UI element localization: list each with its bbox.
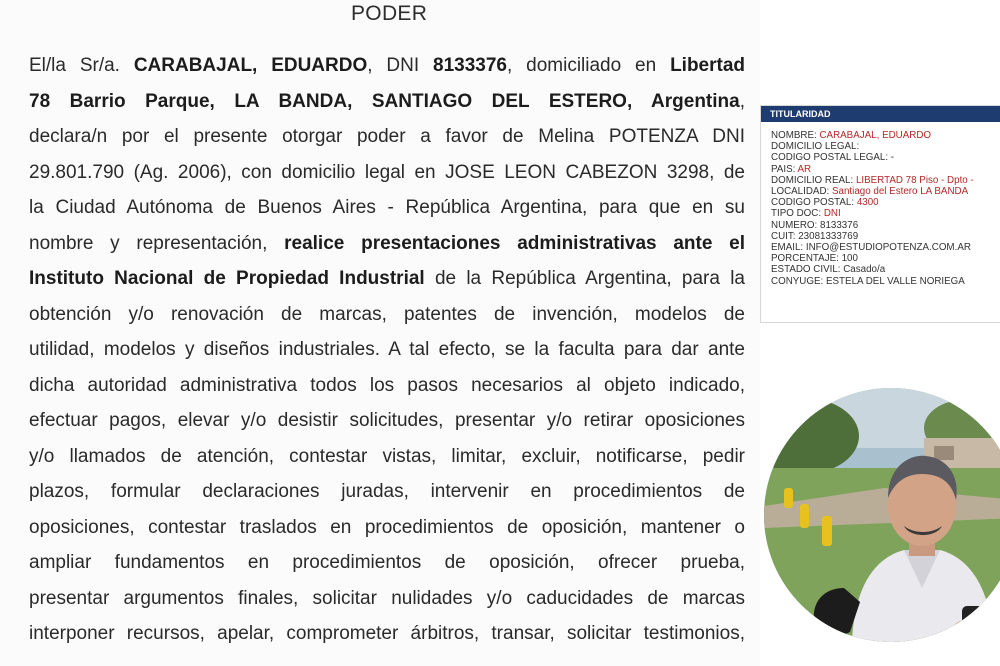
panel-field (771, 253, 1000, 264)
field-value: - (890, 152, 895, 164)
field-value: 4300 (856, 197, 879, 209)
field-label: LOCALIDAD: (771, 186, 832, 198)
panel-field (771, 208, 1000, 219)
panel-field (771, 130, 1000, 141)
body-text: oposiciones, contestar traslados en procedimientos de oposición, mantener o (29, 516, 745, 538)
titularidad-panel (760, 105, 1000, 323)
document-line (29, 439, 745, 475)
body-text: de la República Argentina, para la (424, 268, 745, 289)
panel-field (771, 141, 1000, 152)
field-label: CONYUGE: (771, 275, 826, 287)
field-value: LIBERTAD 78 Piso - Dpto - (855, 174, 974, 186)
panel-field (771, 276, 1000, 287)
document-line (29, 119, 745, 155)
body-text: dicha autoridad administrativa todos los pasos necesarios al objeto indicado, (29, 374, 745, 396)
field-label: DOMICILIO LEGAL: (771, 141, 860, 153)
field-label: DOMICILIO REAL: (771, 174, 856, 186)
field-label: PAIS: (771, 163, 798, 175)
bold-text: Instituto Nacional de Propiedad Industrial (29, 268, 425, 289)
field-label: CUIT: (771, 230, 799, 242)
panel-fields (761, 122, 1000, 287)
bold-text: 78 Barrio Parque, LA BANDA, SANTIAGO DEL ESTERO, Argentina (29, 90, 740, 112)
field-value: AR (797, 163, 812, 175)
body-text: nombre y representación, (29, 232, 285, 254)
document-line (29, 581, 745, 617)
document-line (29, 474, 745, 510)
document-line (29, 297, 745, 333)
document-line (29, 403, 745, 439)
document-body (29, 48, 745, 652)
body-text: , domiciliado en (506, 55, 671, 76)
photo-illustration (764, 388, 1000, 642)
document-line (29, 368, 745, 404)
bold-text: realice presentaciones administrativas ante el (284, 232, 746, 254)
panel-field (771, 242, 1000, 253)
field-value: 100 (841, 253, 858, 265)
body-text: utilidad, modelos y diseños industriales. A tal efecto, se la faculta para dar ante (29, 339, 745, 360)
body-text: declara/n por el presente otorgar poder a favor de Melina POTENZA DNI (29, 126, 745, 147)
body-text: efectuar pagos, elevar y/o desistir solicitudes, presentar y/o retirar oposiciones (29, 410, 745, 431)
panel-header: TITULARIDAD (761, 106, 1000, 122)
body-text: obtención y/o renovación de marcas, patentes de invención, modelos de (29, 303, 745, 325)
field-value: Santiago del Estero LA BANDA (831, 186, 969, 198)
document-line (29, 48, 745, 84)
panel-field (771, 175, 1000, 186)
field-value: ESTELA DEL VALLE NORIEGA (825, 275, 965, 287)
field-label: NOMBRE: (771, 130, 820, 141)
document-line (29, 332, 745, 368)
panel-field (771, 197, 1000, 208)
body-text: la Ciudad Autónoma de Buenos Aires - República Argentina, para que en su (29, 197, 745, 218)
panel-field (771, 152, 1000, 163)
field-label: PORCENTAJE: (771, 253, 842, 265)
field-value: CARABAJAL, EDUARDO (819, 130, 932, 141)
document-line (29, 190, 745, 226)
body-text: El/la Sr/a. (29, 55, 134, 76)
document-line (29, 155, 745, 191)
document-line (29, 545, 745, 581)
body-text: plazos, formular declaraciones juradas, intervenir en procedimientos de (29, 481, 745, 502)
document-line (29, 616, 745, 652)
body-text: 29.801.790 (Ag. 2006), con domicilio legal en JOSE LEON CABEZON 3298, de (29, 161, 745, 183)
field-value: 8133376 (820, 219, 859, 231)
body-text: , DNI (367, 55, 434, 76)
field-label: NUMERO: (771, 219, 820, 231)
body-text: , (739, 90, 745, 112)
document-line (29, 510, 745, 546)
body-text: y/o llamados de atención, contestar vistas, limitar, excluir, notificarse, pedir (29, 445, 745, 467)
panel-field (771, 264, 1000, 275)
field-label: ESTADO CIVIL: (771, 264, 844, 276)
document-title: PODER (351, 2, 428, 25)
body-text: presentar argumentos finales, solicitar nulidades y/o caducidades de marcas (29, 587, 745, 609)
panel-field (771, 186, 1000, 197)
field-label: CODIGO POSTAL: (771, 197, 857, 209)
field-label: EMAIL: (771, 242, 806, 254)
bold-text: 8133376 (433, 55, 507, 76)
document-line (29, 261, 745, 297)
panel-field (771, 231, 1000, 242)
field-value: INFO@ESTUDIOPOTENZA.COM.AR (805, 242, 971, 254)
man-speaking-photo (764, 388, 1000, 642)
panel-field (771, 220, 1000, 231)
bold-text: CARABAJAL, EDUARDO (133, 55, 368, 76)
field-label: CODIGO POSTAL LEGAL: (771, 152, 891, 164)
panel-field (771, 164, 1000, 175)
field-value: Casado/a (843, 264, 886, 276)
body-text: ampliar fundamentos en procedimientos de oposición, ofrecer prueba, (29, 552, 745, 573)
document-line (29, 84, 745, 120)
field-value: DNI (823, 208, 841, 220)
document-line (29, 226, 745, 262)
field-value: 23081333769 (798, 230, 859, 242)
body-text: interponer recursos, apelar, comprometer árbitros, transar, solicitar testimonios, (29, 623, 745, 644)
bold-text: Libertad (670, 55, 746, 76)
field-label: TIPO DOC: (771, 208, 824, 220)
